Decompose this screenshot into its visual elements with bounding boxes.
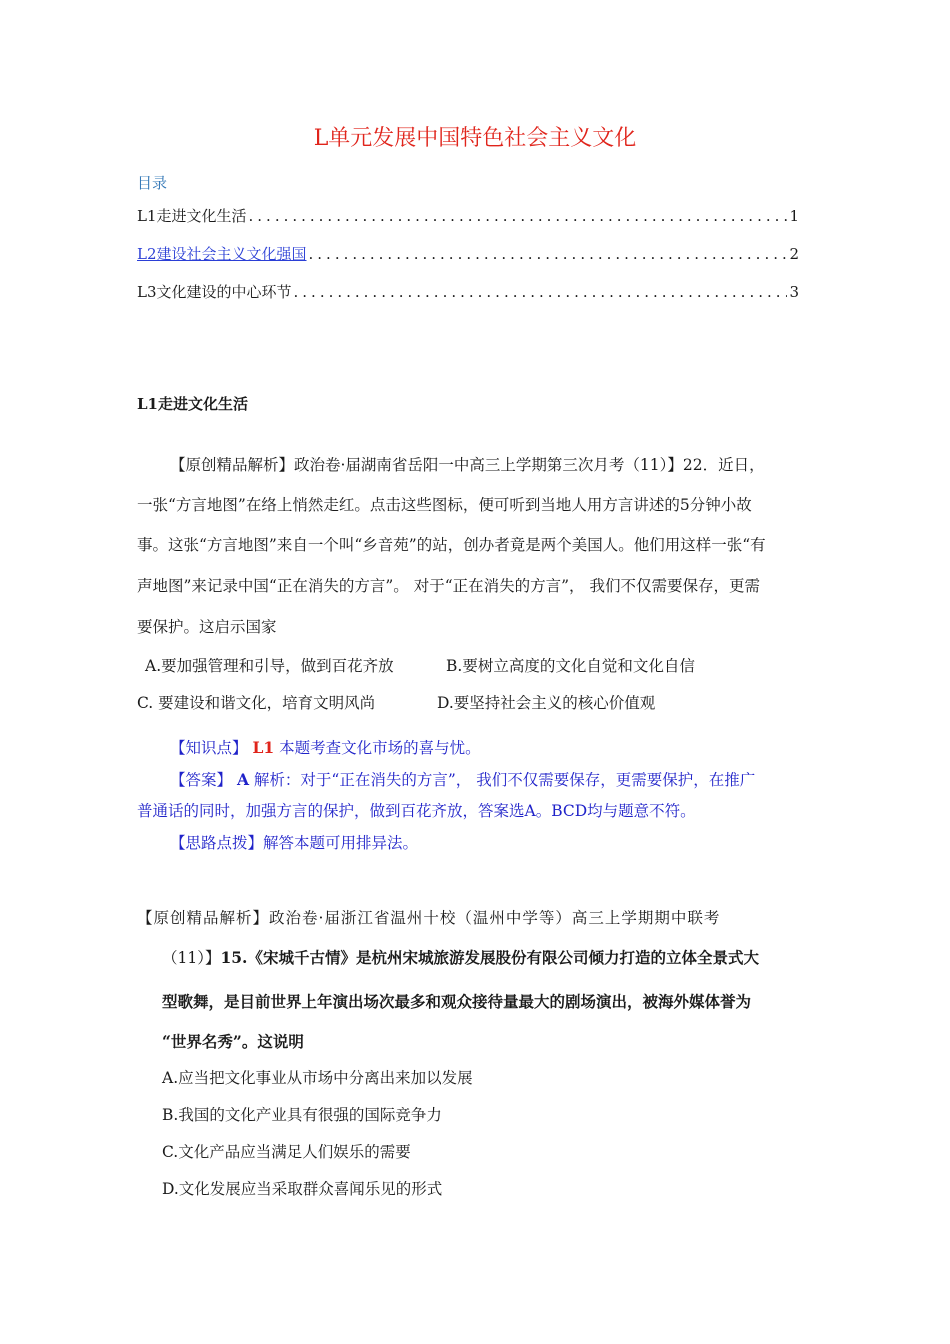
question-text-line: 一张“方言地图”在络上悄然走红。点击这些图标，便可听到当地人用方言讲述的5分钟小故 — [137, 496, 752, 514]
option-b: B.要树立高度的文化自觉和文化自信 — [446, 657, 695, 675]
toc-entry-link[interactable]: L2建设社会主义文化强国 — [137, 245, 307, 263]
toc-entry-page: 3 — [789, 283, 799, 301]
question-source-suffix: （11）】 — [162, 949, 221, 967]
knowledge-text: 本题考查文化市场的喜与忧。 — [279, 739, 481, 757]
question-text-line: 要保护。这启示国家 — [137, 618, 277, 636]
option-d: D.要坚持社会主义的核心价值观 — [437, 694, 656, 712]
answer-line — [170, 768, 755, 790]
option-a: A.要加强管理和引导，做到百花齐放 — [145, 657, 394, 675]
answer-label: 【答案】 — [170, 771, 233, 789]
option-b: B.我国的文化产业具有很强的国际竞争力 — [162, 1106, 442, 1124]
toc-leader-dots — [294, 283, 788, 301]
toc-heading: 目录 — [137, 174, 168, 192]
question-stem-line: “世界名秀”。这说明 — [162, 1032, 304, 1051]
option-d: D.文化发展应当采取群众喜闻乐见的形式 — [162, 1180, 443, 1198]
toc-entry-page: 2 — [789, 245, 799, 263]
toc-leader-dots — [309, 245, 788, 263]
tip-label: 【思路点拨】 — [170, 834, 264, 852]
knowledge-point — [170, 736, 481, 758]
tip-text: 解答本题可用排异法。 — [263, 834, 419, 852]
answer-explanation-cont: 普通话的同时，加强方言的保护，做到百花齐放，答案选A。BCD均与题意不符。 — [137, 802, 696, 820]
answer-explanation: 解析：对于“正在消失的方言”， 我们不仅需要保存，更需要保护，在推广 — [253, 771, 756, 789]
question-text-line: 声地图”来记录中国“正在消失的方言”。 对于“正在消失的方言”， 我们不仅需要保存，更需 — [137, 577, 760, 595]
toc-entry-page: 1 — [789, 207, 799, 225]
toc-leader-dots — [249, 207, 788, 225]
toc-entry-l3[interactable] — [137, 281, 799, 303]
toc-entry-label: L1走进文化生活 — [137, 207, 247, 225]
option-c: C. 要建设和谐文化，培育文明风尚 — [137, 694, 376, 712]
question-stem: 15.《宋城千古情》是杭州宋城旅游发展股份有限公司倾力打造的立体全景式大 — [220, 948, 759, 967]
option-a: A.应当把文化事业从市场中分离出来加以发展 — [162, 1069, 473, 1087]
solution-tip — [170, 831, 418, 853]
document-title: L单元发展中国特色社会主义文化 — [313, 126, 637, 151]
option-c: C.文化产品应当满足人们娱乐的需要 — [162, 1143, 411, 1161]
knowledge-label: 【知识点】 — [170, 739, 248, 757]
question-stem-line: 型歌舞，是目前世界上年演出场次最多和观众接待量最大的剧场演出，被海外媒体誉为 — [162, 992, 752, 1011]
question-text-line: 【原创精品解析】政治卷·届湖南省岳阳一中高三上学期第三次月考（11）】22．近日， — [170, 456, 765, 474]
toc-entry-label: L3文化建设的中心环节 — [137, 283, 292, 301]
toc-entry-l1[interactable] — [137, 205, 799, 227]
answer-value: A — [236, 770, 249, 789]
knowledge-code: L1 — [252, 738, 275, 757]
section-heading: L1走进文化生活 — [137, 395, 248, 413]
question-text-line: 事。这张“方言地图”来自一个叫“乡音苑”的站，创办者竟是两个美国人。他们用这样一张“有 — [137, 536, 766, 554]
question-text-line: 【原创精品解析】政治卷·届浙江省温州十校（温州中学等）高三上学期期中联考 — [137, 909, 721, 927]
toc-entry-l2[interactable] — [137, 243, 799, 265]
question-text-line — [162, 946, 759, 968]
